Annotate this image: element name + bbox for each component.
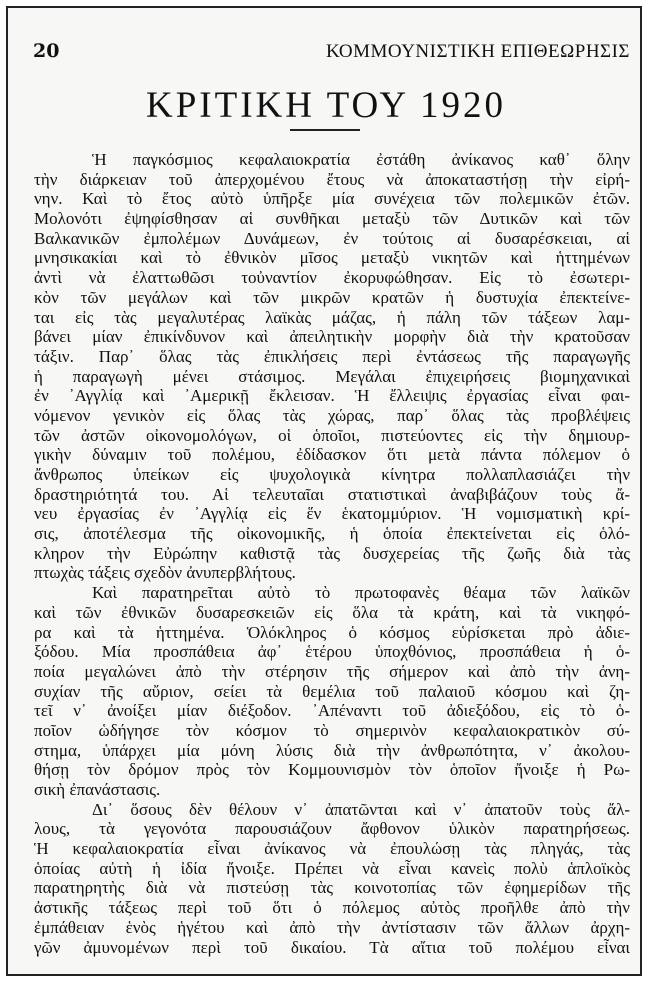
article-title: ΚΡΙΤΙΚΗ ΤΟΥ 1920: [146, 85, 506, 126]
text-line: κὸν τῶν μεγάλων καὶ τῶν μικρῶν κρατῶν ἡ δυστυχία ἐπεκτείνε-: [34, 287, 630, 307]
text-line: ὁποίας αὐτὴ ἡ ἰδία ἤνοιξε. Πρέπει νὰ εἶναι κανεὶς πολὺ ἁπλοϊκὸς: [34, 858, 630, 878]
text-line: τάξιν. Παρ᾽ ὅλας τὰς ἐπικλήσεις περὶ ἐντάσεως τῆς παραγωγῆς: [34, 346, 630, 366]
text-line: Ἡ κεφαλαιοκρατία εἶναι ἀνίκανος νὰ ἐπουλώσῃ τὰς πληγάς, τὰς: [34, 839, 630, 859]
text-line: τὴν διάρκειαν τοῦ ἀπερχομένου ἔτους νὰ ἀποκαταστήσῃ τὴν εἰρή-: [34, 169, 630, 189]
text-line: θήσῃ τὸν δρόμον πρὸς τὸν Κομμουνισμὸν τὸν ὁποῖον ἤνοιξε ἡ Ρω-: [34, 760, 630, 780]
text-line: ται εἰς τὰς μεγαλυτέρας λαϊκὰς μάζας, ἡ πάλη τῶν τάξεων λαμ-: [34, 307, 630, 327]
text-line: ξόδου. Μία προσπάθεια ἀφ᾽ ἑτέρου ὑποχθόνιος, προσπάθεια ἡ ὁ-: [34, 642, 630, 662]
text-line: Καὶ παρατηρεῖται αὐτὸ τὸ πρωτοφανὲς θέαμα τῶν λαϊκῶν: [92, 583, 630, 603]
text-line: σις, ἀποτέλεσμα τῆς οἰκονομικῆς, ἡ ὁποία ἐπεκτείνεται εἰς ὁλό-: [34, 524, 630, 544]
text-line: δραστηριότητά του. Αἱ τελευταῖαι στατιστικαὶ ἀναβιβάζουν τοὺς ἄ-: [34, 484, 630, 504]
running-head: ΚΟΜΜΟΥΝΙΣΤΙΚΗ ΕΠΙΘΕΩΡΗΣΙΣ: [326, 41, 630, 62]
text-line: ἀστικῆς τάξεως περὶ τοῦ ὅτι ὁ πόλεμος αὐτὸς προῆλθε ἀπὸ τὴν: [34, 898, 630, 918]
text-line: πτωχὰς τάξεις σχεδὸν ἀνυπερβλήτους.: [34, 563, 296, 583]
text-line: τῶν ἀστῶν οἰκονομολόγων, οἱ ὁποῖοι, πιστεύοντες εἰς τὴν δημιουρ-: [34, 425, 630, 445]
text-line: μνησικακίαι καὶ τὸ ἐθνικὸν μῖσος μεταξὺ νικητῶν καὶ ἡττημένων: [34, 248, 630, 268]
text-line: ἐμπάθειαν ἑνὸς ἡγέτου καὶ ἀπὸ τὴν ἀντίστασιν τῶν ἄλλων ἀρχη-: [34, 917, 630, 937]
text-line: Μολονότι ἐψηφίσθησαν αἱ συνθῆκαι μεταξὺ τῶν Δυτικῶν καὶ τῶν: [34, 209, 630, 229]
text-line: παρατηρητὴς διὰ νὰ πιστεύσῃ τὰς κοινοτοπίας τῶν ἐφημερίδων τῆς: [34, 878, 630, 898]
text-line: στημα, ὑπάρχει μία μόνη λύσις διὰ τὴν ἀνθρωπότητα, ν᾽ ἀκολου-: [34, 740, 630, 760]
article-body: [34, 150, 630, 957]
paragraph: [34, 583, 630, 800]
text-line: γῶν ἀμυνομένων περὶ τοῦ δικαίου. Τὰ αἴτια τοῦ πολέμου εἶναι: [34, 937, 630, 957]
text-line: ἡ παραγωγὴ μένει στάσιμος. Μεγάλαι ἐπιχειρήσεις βιομηχανικαὶ: [34, 366, 630, 386]
paragraph: [34, 800, 630, 958]
text-line: λους, τὰ γεγονότα παρουσιάζουν ἄφθονον ὑλικὸν παρατηρήσεως.: [34, 819, 630, 839]
text-line: βάνει μίαν ἐπικίνδυνον καὶ ἀπειλητικὴν μορφὴν διὰ τὴν κρατοῦσαν: [34, 327, 630, 347]
text-line: ποία μεγαλώνει ἀπὸ τὴν στέρησιν τῆς σήμερον καὶ ἀπὸ τὴν ἀνη-: [34, 661, 630, 681]
paragraph: [34, 150, 630, 583]
text-line: καὶ τῶν ἐθνικῶν δυσαρεσκειῶν εἰς ὅλα τὰ κράτη, καὶ τὰ νικηφό-: [34, 602, 630, 622]
text-line: ἄνθρωπος ὑπείκων εἰς ψυχολογικὰ κίνητρα πολλαπλασιάζει τὴν: [34, 465, 630, 484]
text-line: ἐν ᾽Αγγλίᾳ καὶ ᾽Αμερικῇ ἔκλεισαν. Ἡ ἔλλειψις ἐργασίας εἶναι φαι-: [34, 386, 630, 406]
text-line: Βαλκανικῶν ἐμπολέμων Δυνάμεων, ἐν τούτοις αἱ δυσαρέσκειαι, αἱ: [34, 228, 630, 248]
text-line: νευ ἐργασίας ἐν ᾽Αγγλίᾳ εἰς ἕν ἑκατομμύριον. Ἡ νομισματικὴ κρί-: [34, 504, 630, 524]
text-line: γικὴν δύναμιν τοῦ πολέμου, ἐδίδασκον ὅτι μετὰ πάντα πόλεμον ὁ: [34, 445, 630, 465]
text-line: συχίαν τῆς αὔριον, σείει τὰ θεμέλια τοῦ παλαιοῦ κόσμου καὶ ζη-: [34, 681, 630, 701]
text-line: Δι᾽ ὅσους δὲν θέλουν ν᾽ ἀπατῶνται καὶ ν᾽ ἀπατοῦν τοὺς ἄλ-: [92, 799, 630, 819]
text-line: τεῖ ν᾽ ἀνοίξει μίαν διέξοδον. ᾽Απέναντι τοῦ ἀδιεξόδου, εἰς τὸ ὁ-: [34, 701, 630, 721]
page-number: 20: [33, 40, 60, 62]
text-line: νην. Καὶ τὸ ἔτος αὐτὸ ὑπῆρξε μία συνέχεια τῶν πολεμικῶν ἐτῶν.: [34, 189, 630, 209]
text-line: Ἡ παγκόσμιος κεφαλαιοκρατία ἐστάθη ἀνίκανος καθ᾽ ὅλην: [92, 150, 630, 169]
text-line: ρα καὶ τὰ ἡττημένα. Ὁλόκληρος ὁ κόσμος εὑρίσκεται πρὸ ἀδιε-: [34, 622, 630, 642]
text-line: σικὴ ἐπανάστασις.: [34, 780, 161, 799]
title-underline: [290, 129, 360, 131]
text-line: κληρον τὴν Εὐρώπην καθιστᾷ τὰς δυσχερείας τῆς ζωῆς διὰ τὰς: [34, 543, 630, 563]
text-line: ποῖον ὡδήγησε τὸν κόσμον τὸ σημερινὸν κεφαλαιοκρατικὸν σύ-: [34, 720, 630, 740]
text-line: νόμενον γενικὸν εἰς ὅλας τὰς χώρας, παρ᾽ ὅλας τὰς προβλέψεις: [34, 405, 630, 425]
text-line: ἀντὶ νὰ ἐλαττωθῶσι τοὐναντίον ἐκορυφώθησαν. Εἰς τὸ ἐσωτερι-: [34, 268, 630, 288]
